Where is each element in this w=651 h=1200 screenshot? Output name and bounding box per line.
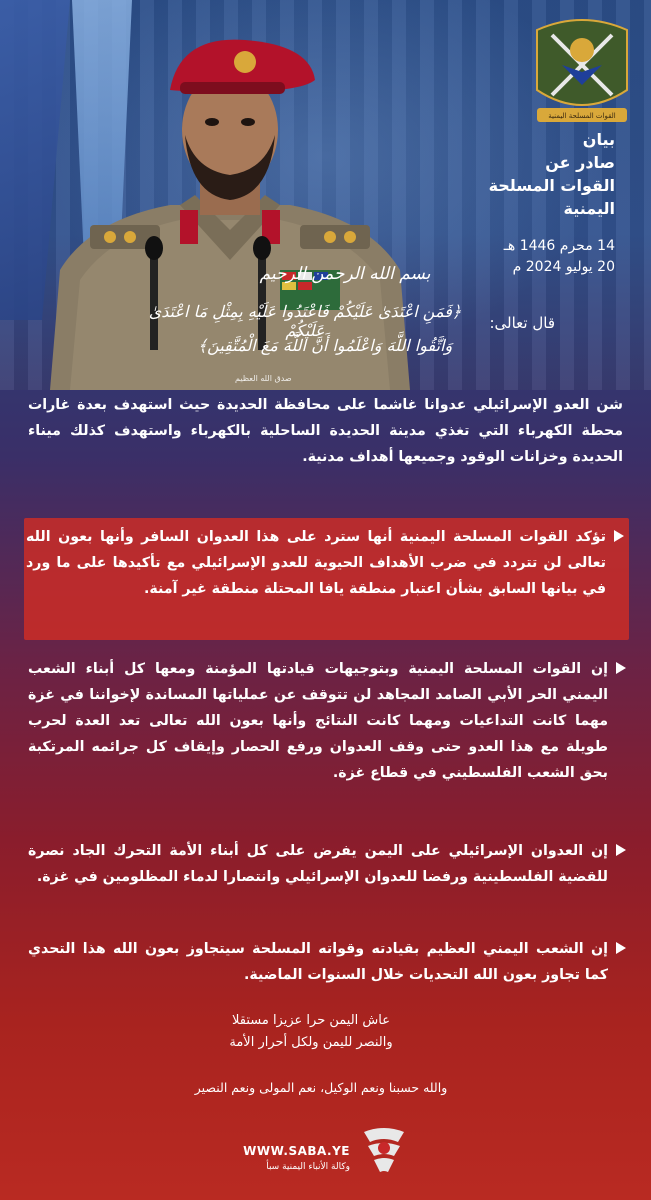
armed-forces-emblem: [527, 10, 637, 135]
bullet-icon: [614, 530, 624, 542]
statement-title: [435, 128, 615, 220]
saba-footer: [240, 1118, 420, 1178]
point-1-text: تؤكد القوات المسلحة اليمنية أنها سترد على هذا العدوان السافر وأنها بعون الله تعالى لن تتردد في ضرب الأهداف الحيوية للعدو الإسرائيلي مع تأكيدها على ما ورد في بيانها السابق بشأن اعتبار منطقة يافا المحتلة منطقة غير آمنة.: [26, 529, 606, 597]
saba-logo-icon: [358, 1122, 410, 1176]
verse-line-1: ﴿فَمَنِ اعْتَدَىٰ عَلَيْكُمْ فَاعْتَدُوا عَلَيْهِ بِمِثْلِ مَا اعْتَدَىٰ عَلَيْكُمْ: [148, 302, 462, 340]
title-line-4: اليمنية: [563, 199, 615, 218]
quran-verse: [135, 262, 555, 392]
point-2-text: إن القوات المسلحة اليمنية وبتوجيهات قيادتها المؤمنة ومعها كل أبناء الشعب اليمني الحر الأبي الصامد المجاهد لن تتوقف عن عملياتها المساندة لإخواننا في غزة مهما كانت التداعيات ومهما كانت النتائج وأنها بعون الله تعالى تعد العدة لحرب طويلة مع هذا العدو حتى وقف العدوان ورفع الحصار وإيقاف كل جرائمه المرتكبة بحق الشعب الفلسطيني في قطاع غزة.: [28, 661, 608, 781]
point-4: [28, 936, 608, 988]
point-3: [28, 838, 608, 890]
basmala: بسم الله الرحمن الرحيم: [259, 264, 431, 284]
title-line-2: صادر عن: [545, 153, 615, 172]
title-line-3: القوات المسلحة: [488, 176, 615, 195]
closing-line-3: والله حسبنا ونعم الوكيل، نعم المولى ونعم النصير: [194, 1080, 448, 1095]
point-1: [26, 524, 606, 602]
verse-line-2: وَاتَّقُوا اللَّهَ وَاعْلَمُوا أَنَّ اللَّهَ مَعَ الْمُتَّقِينَ﴾: [197, 336, 453, 355]
saba-agency-name: وكالة الأنباء اليمنية سبأ: [266, 1162, 350, 1172]
date-hijri: 14 محرم 1446 هـ: [503, 238, 615, 254]
closing-line-1: عاش اليمن حرا عزيزا مستقلا: [232, 1013, 390, 1028]
closing-slogans: [181, 1010, 441, 1054]
title-line-1: بيان: [582, 130, 615, 149]
point-2: [28, 656, 608, 786]
closing-line-2: والنصر لليمن ولكل أحرار الأمة: [229, 1035, 393, 1050]
hero-banner: [0, 0, 651, 390]
verse-intro: قال تعالى:: [489, 314, 555, 332]
paragraph-1: شن العدو الإسرائيلي عدوانا غاشما على محافظة الحديدة حيث استهدف بعدة غارات محطة الكهرباء التي تغذي مدينة الحديدة الساحلية بالكهرباء واستهدف كذلك ميناء الحديدة وخزانات الوقود وجميعها أهداف مدنية.: [28, 397, 623, 465]
saba-url[interactable]: WWW.SABA.YE: [243, 1144, 350, 1158]
bullet-icon: [616, 942, 626, 954]
emblem-caption: القوات المسلحة اليمنية: [548, 112, 616, 120]
point-3-text: إن العدوان الإسرائيلي على اليمن يفرض على كل أبناء الأمة التحرك الجاد نصرة للقضية الفلسطينية ورفضا للعدوان الإسرائيلي وانتصارا لدماء المظلومين في غزة.: [28, 843, 608, 885]
bullet-icon: [616, 844, 626, 856]
date-gregorian: 20 يوليو 2024 م: [512, 259, 615, 275]
verse-closing: صدق الله العظيم: [235, 374, 292, 383]
bullet-icon: [616, 662, 626, 674]
point-4-text: إن الشعب اليمني العظيم بقيادته وقواته المسلحة سيتجاوز بعون الله هذا التحدي كما تجاوز بعون الله التحديات خلال السنوات الماضية.: [28, 941, 608, 983]
